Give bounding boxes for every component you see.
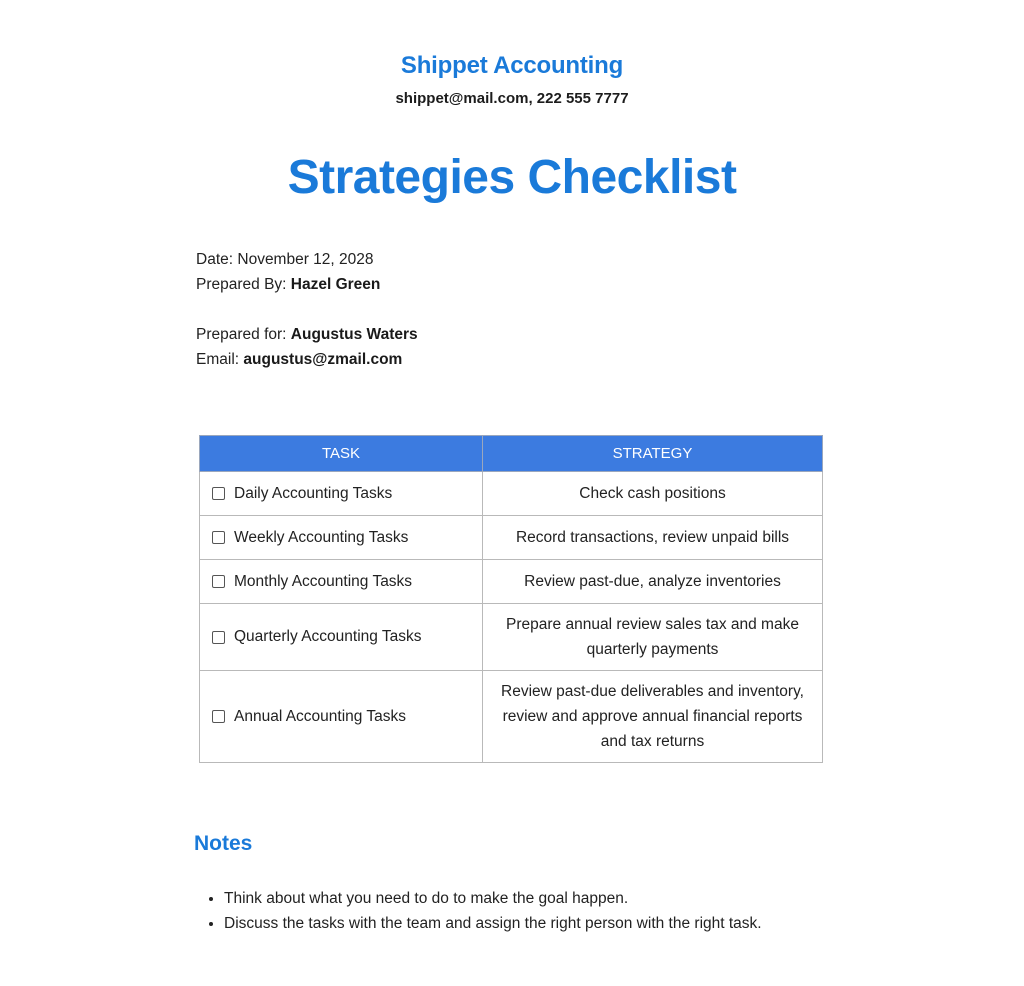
date-label: Date: bbox=[196, 251, 234, 268]
document-meta bbox=[196, 247, 380, 297]
date-value: November 12, 2028 bbox=[237, 251, 374, 268]
prepared-for-line bbox=[196, 322, 418, 347]
task-checkbox[interactable] bbox=[212, 710, 225, 723]
table-row bbox=[200, 671, 823, 763]
company-contact: shippet@mail.com, 222 555 7777 bbox=[395, 90, 629, 107]
table-header-row bbox=[200, 436, 823, 472]
date-line bbox=[196, 247, 380, 272]
strategy-cell: Prepare annual review sales tax and make quarterly payments bbox=[483, 604, 823, 671]
email-line bbox=[196, 347, 418, 372]
column-header-task: TASK bbox=[200, 436, 483, 472]
strategy-cell: Record transactions, review unpaid bills bbox=[483, 516, 823, 560]
strategy-cell: Review past-due, analyze inventories bbox=[483, 560, 823, 604]
company-name: Shippet Accounting bbox=[400, 52, 624, 79]
table-row bbox=[200, 472, 823, 516]
strategies-table bbox=[199, 435, 823, 763]
task-checkbox[interactable] bbox=[212, 575, 225, 588]
task-cell bbox=[200, 472, 483, 516]
task-checkbox[interactable] bbox=[212, 531, 225, 544]
task-label: Weekly Accounting Tasks bbox=[234, 528, 409, 546]
prepared-for-value: Augustus Waters bbox=[290, 326, 418, 343]
task-label: Annual Accounting Tasks bbox=[234, 707, 407, 725]
list-item: • Discuss the tasks with the team and assign the right person with the right task. bbox=[224, 911, 762, 936]
prepared-by-value: Hazel Green bbox=[290, 276, 381, 293]
document-title: Strategies Checklist bbox=[287, 151, 737, 204]
email-label: Email: bbox=[196, 351, 240, 368]
prepared-by-line bbox=[196, 272, 380, 297]
task-cell bbox=[200, 516, 483, 560]
recipient-meta bbox=[196, 322, 418, 372]
strategy-cell: Check cash positions bbox=[483, 472, 823, 516]
email-value: augustus@zmail.com bbox=[243, 351, 403, 368]
task-checkbox[interactable] bbox=[212, 487, 225, 500]
table-row bbox=[200, 560, 823, 604]
task-cell bbox=[200, 560, 483, 604]
notes-heading: Notes bbox=[194, 832, 253, 855]
task-cell bbox=[200, 604, 483, 671]
prepared-for-label: Prepared for: bbox=[196, 326, 287, 343]
task-label: Quarterly Accounting Tasks bbox=[234, 628, 422, 645]
list-item: • Think about what you need to do to make the goal happen. bbox=[224, 886, 762, 911]
prepared-by-label: Prepared By: bbox=[196, 276, 287, 293]
notes-list bbox=[196, 886, 762, 936]
task-label: Monthly Accounting Tasks bbox=[234, 572, 413, 590]
table-row bbox=[200, 604, 823, 671]
table-row bbox=[200, 516, 823, 560]
strategy-cell: Review past-due deliverables and inventory, review and approve annual financial reports and tax returns bbox=[483, 671, 823, 763]
task-label: Daily Accounting Tasks bbox=[234, 484, 393, 502]
column-header-strategy: STRATEGY bbox=[483, 436, 823, 472]
task-checkbox[interactable] bbox=[212, 631, 225, 644]
task-cell bbox=[200, 671, 483, 763]
